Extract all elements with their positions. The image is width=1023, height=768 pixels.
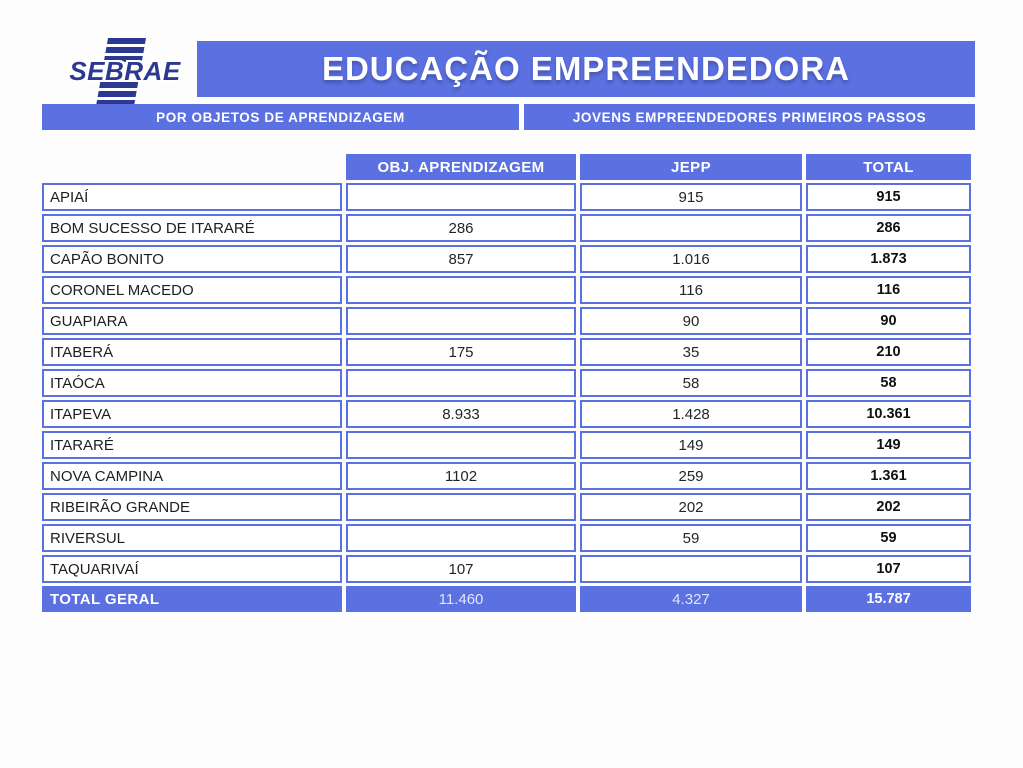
row-obj-value-cell bbox=[346, 369, 576, 397]
row-jepp-value-cell: 1.428 bbox=[580, 400, 802, 428]
subtitle-left: POR OBJETOS DE APRENDIZAGEM bbox=[156, 109, 405, 125]
table-row bbox=[42, 431, 971, 459]
subtitle-right: JOVENS EMPREENDEDORES PRIMEIROS PASSOS bbox=[572, 109, 927, 125]
row-total-value-cell: 107 bbox=[806, 555, 971, 583]
row-label-cell: CORONEL MACEDO bbox=[42, 276, 342, 304]
table-row bbox=[42, 245, 971, 273]
row-total-value-cell: 90 bbox=[806, 307, 971, 335]
table-row bbox=[42, 183, 971, 211]
subtitle-right-banner bbox=[524, 104, 975, 130]
data-table bbox=[38, 151, 975, 615]
row-jepp-value-cell: 90 bbox=[580, 307, 802, 335]
row-total-value-cell: 286 bbox=[806, 214, 971, 242]
row-total-value-cell: 1.873 bbox=[806, 245, 971, 273]
table-row bbox=[42, 276, 971, 304]
sebrae-logo bbox=[50, 36, 200, 106]
data-table-wrap bbox=[38, 151, 975, 615]
row-label-cell: RIBEIRÃO GRANDE bbox=[42, 493, 342, 521]
total-row-jepp-value: 4.327 bbox=[580, 586, 802, 612]
row-jepp-value-cell: 1.016 bbox=[580, 245, 802, 273]
row-total-value-cell: 1.361 bbox=[806, 462, 971, 490]
row-jepp-value-cell bbox=[580, 214, 802, 242]
row-label-cell: GUAPIARA bbox=[42, 307, 342, 335]
row-label-cell: ITARARÉ bbox=[42, 431, 342, 459]
row-label-cell: ITAPEVA bbox=[42, 400, 342, 428]
row-total-value-cell: 59 bbox=[806, 524, 971, 552]
row-label-cell: RIVERSUL bbox=[42, 524, 342, 552]
table-row bbox=[42, 555, 971, 583]
row-obj-value-cell: 175 bbox=[346, 338, 576, 366]
row-obj-value-cell: 8.933 bbox=[346, 400, 576, 428]
page-title: EDUCAÇÃO EMPREENDEDORA bbox=[321, 50, 851, 87]
row-total-value-cell: 116 bbox=[806, 276, 971, 304]
row-label-cell: CAPÃO BONITO bbox=[42, 245, 342, 273]
total-row-label: TOTAL GERAL bbox=[42, 586, 342, 612]
row-total-value-cell: 149 bbox=[806, 431, 971, 459]
row-obj-value-cell bbox=[346, 276, 576, 304]
subtitle-left-banner bbox=[42, 104, 519, 130]
table-row bbox=[42, 369, 971, 397]
row-jepp-value-cell: 116 bbox=[580, 276, 802, 304]
table-row bbox=[42, 462, 971, 490]
header-corner-cell bbox=[42, 154, 342, 180]
column-header-obj-aprendizagem: OBJ. APRENDIZAGEM bbox=[346, 154, 576, 180]
row-label-cell: TAQUARIVAÍ bbox=[42, 555, 342, 583]
row-obj-value-cell bbox=[346, 431, 576, 459]
table-row bbox=[42, 400, 971, 428]
row-jepp-value-cell bbox=[580, 555, 802, 583]
row-obj-value-cell bbox=[346, 183, 576, 211]
row-jepp-value-cell: 59 bbox=[580, 524, 802, 552]
sebrae-logo-text: SEBRAE bbox=[69, 56, 181, 86]
row-obj-value-cell: 1102 bbox=[346, 462, 576, 490]
row-jepp-value-cell: 202 bbox=[580, 493, 802, 521]
row-obj-value-cell: 857 bbox=[346, 245, 576, 273]
row-label-cell: NOVA CAMPINA bbox=[42, 462, 342, 490]
row-label-cell: ITAÓCA bbox=[42, 369, 342, 397]
row-total-value-cell: 58 bbox=[806, 369, 971, 397]
row-total-value-cell: 210 bbox=[806, 338, 971, 366]
table-body bbox=[42, 183, 971, 583]
title-banner bbox=[197, 41, 975, 97]
column-header-jepp: JEPP bbox=[580, 154, 802, 180]
row-jepp-value-cell: 58 bbox=[580, 369, 802, 397]
row-total-value-cell: 10.361 bbox=[806, 400, 971, 428]
row-label-cell: ITABERÁ bbox=[42, 338, 342, 366]
total-row-total-value: 15.787 bbox=[806, 586, 971, 612]
row-total-value-cell: 915 bbox=[806, 183, 971, 211]
row-obj-value-cell bbox=[346, 493, 576, 521]
table-row bbox=[42, 493, 971, 521]
table-row bbox=[42, 307, 971, 335]
row-jepp-value-cell: 35 bbox=[580, 338, 802, 366]
table-row bbox=[42, 214, 971, 242]
row-obj-value-cell: 286 bbox=[346, 214, 576, 242]
row-label-cell: BOM SUCESSO DE ITARARÉ bbox=[42, 214, 342, 242]
row-obj-value-cell bbox=[346, 307, 576, 335]
total-row bbox=[42, 586, 971, 612]
row-jepp-value-cell: 259 bbox=[580, 462, 802, 490]
total-row-obj-value: 11.460 bbox=[346, 586, 576, 612]
row-obj-value-cell: 107 bbox=[346, 555, 576, 583]
row-jepp-value-cell: 915 bbox=[580, 183, 802, 211]
table-row bbox=[42, 524, 971, 552]
row-obj-value-cell bbox=[346, 524, 576, 552]
table-header-row bbox=[42, 154, 971, 180]
table-row bbox=[42, 338, 971, 366]
column-header-total: TOTAL bbox=[806, 154, 971, 180]
row-total-value-cell: 202 bbox=[806, 493, 971, 521]
row-label-cell: APIAÍ bbox=[42, 183, 342, 211]
row-jepp-value-cell: 149 bbox=[580, 431, 802, 459]
